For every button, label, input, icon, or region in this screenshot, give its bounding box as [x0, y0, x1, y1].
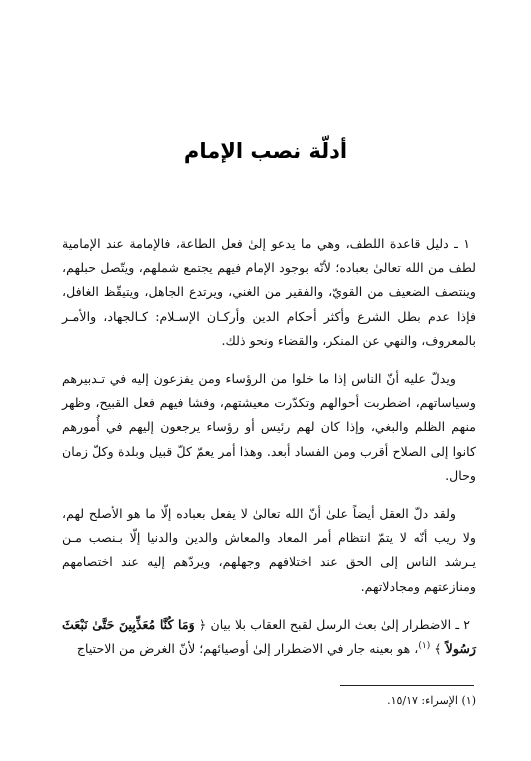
paragraph-people-need-leaders: ويدلّ عليه أنّ الناس إذا ما خلوا من الرؤساء ومن يفزعون إليه في تـدبيرهم وسياساتهم، اضطربت أحوالهم وتكدّرت معيشتهم، وفشا فيهم فعل القبيح، وظهر منهم الظلم والبغي، وإذا كان لهم رئيس أو رؤساء يرجعون إليهم في أُمورهم كانوا إلى الصلاح أقرب ومن الفساد أبعد. وهذا أمر يعمّ كلّ قبيل وبلدة وكلّ زمان وحال.: [62, 371, 476, 483]
quran-verse: وَمَا كُنَّا مُعَذِّبِينَ حَتَّىٰ نَبْعَثَ رَسُولاً: [62, 616, 476, 657]
footnote: (١) الإسراء: ١٥/١٧.: [387, 694, 476, 707]
paragraph-lutf-rule: ١ ـ دليل قاعدة اللطف، وهي ما يدعو إلىٰ فعل الطاعة، فالإمامة عند الإمامية لطف من الله تعالىٰ بعباده؛ لأنّه بوجود الإمام فيهم يجتمع شملهم، ويتّصل حبلهم، وينتصف الضعيف من القويّ، والفقير من الغني، ويرتدع الجاهل، ويتيقّظ الغافل، فإذا عدم بطل الشرع وأكثر أحكام الدين وأركـان الإسـلام: كـالجهاد، والأمـر بالمعروف، والنهي عن المنكر، والقضاء ونحو ذلك.: [62, 236, 476, 348]
paragraph-necessity-of-messengers: [62, 613, 476, 661]
footnote-separator: [340, 685, 474, 686]
footnote-reference: (١): [418, 640, 431, 651]
body-text: [62, 232, 476, 675]
paragraph-intro-text: ٢ ـ الاضطرار إلىٰ بعث الرسل لقبح العقاب بلا بيان: [210, 616, 470, 632]
quran-bracket-close: ﴾: [434, 641, 442, 657]
quran-bracket-open: ﴿: [198, 616, 207, 632]
chapter-title: أدلّة نصب الإمام: [183, 139, 348, 163]
paragraph-reason-proof: ولقد دلّ العقل أيضاً علىٰ أنّ الله تعالىٰ لا يفعل بعباده إلّا ما هو الأصلح لهم، ولا ريب أنّه لا يتمّ انتظام أمر المعاد والمعاش والدين والدنيا إلّا بـنصب مـن يـرشد الناس إلى الحق عند اختلافهم وجهلهم، ويردّهم إليه عند اختصامهم ومنازعتهم ومجادلاتهم.: [62, 506, 476, 594]
paragraph-continuation-text: ، هو بعينه جار في الاضطرار إلىٰ أوصيائهم؛ لأنّ الغرض من الاحتياج: [76, 641, 419, 657]
